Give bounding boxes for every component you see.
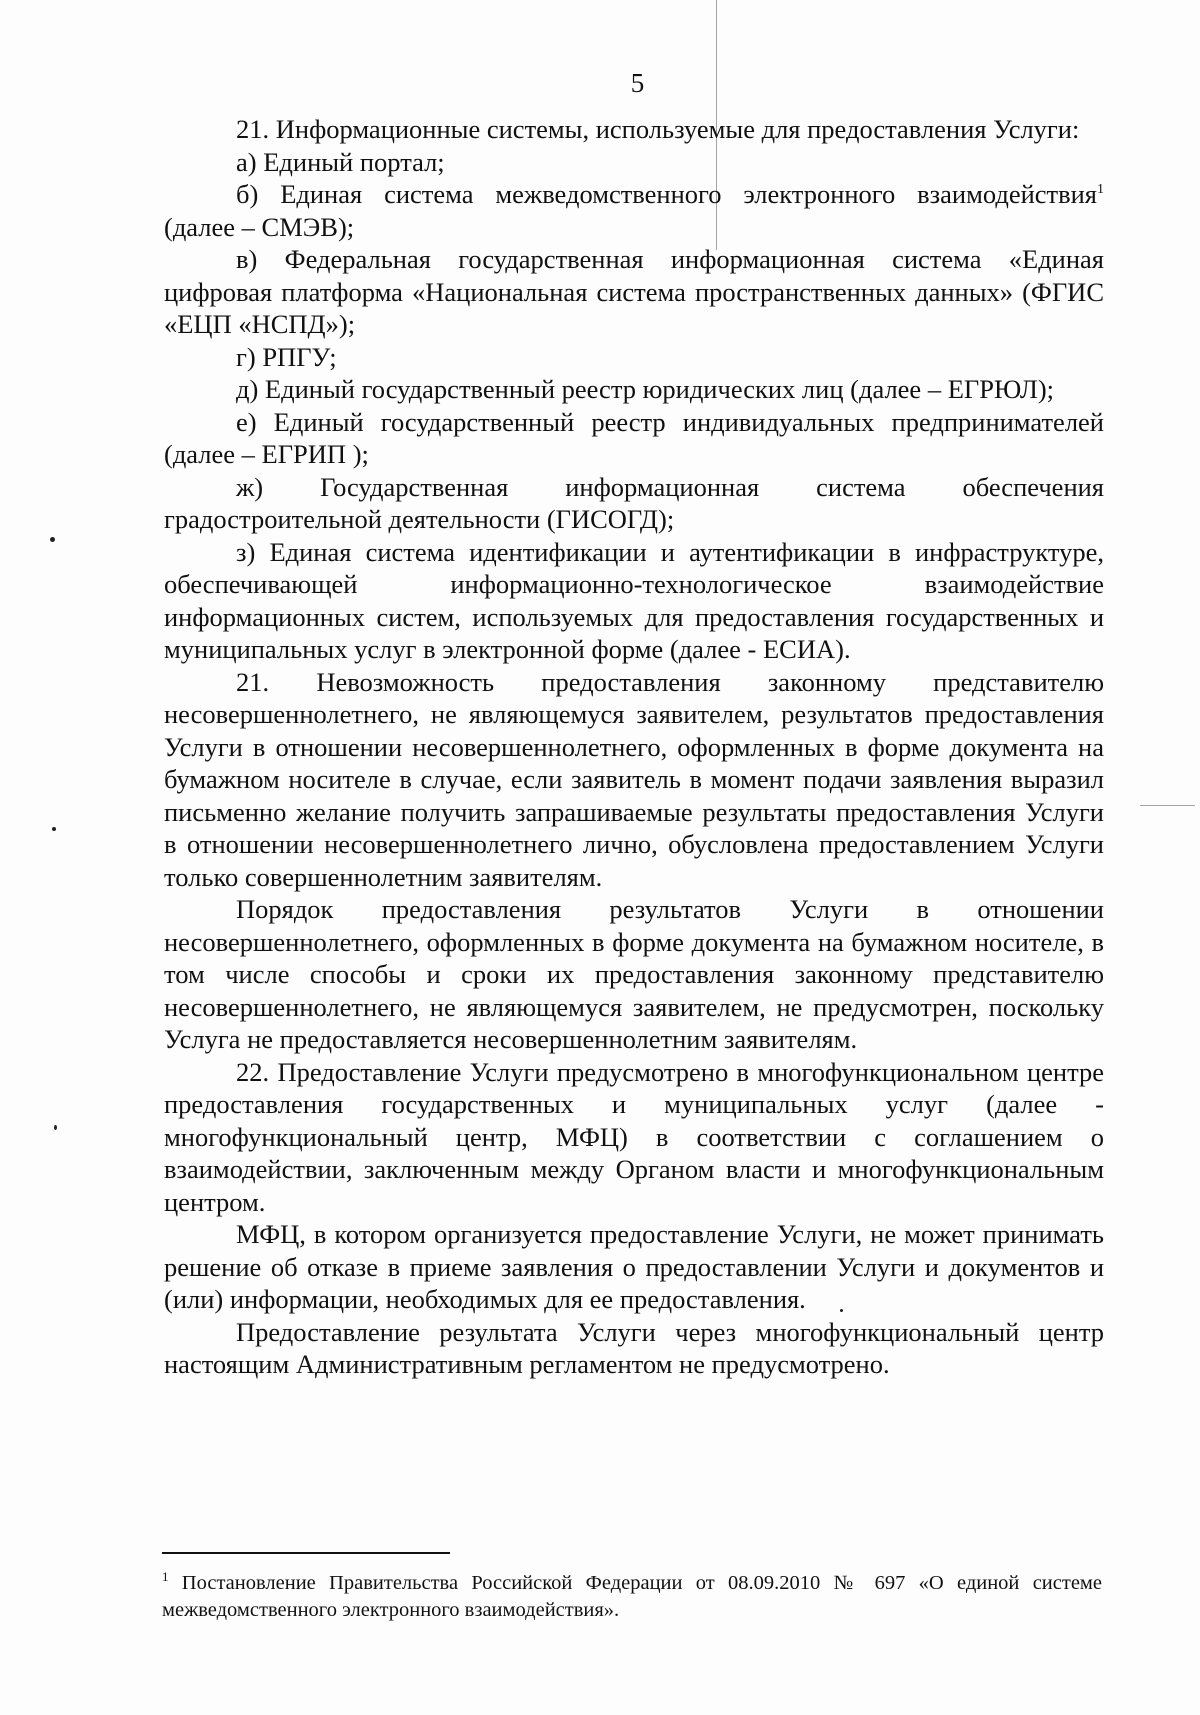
list-item-b [164, 178, 1104, 211]
paragraph-22: 22. Предоставление Услуги предусмотрено в многофункциональном центре предоставления государственных и муниципальных услуг (далее - многофункциональный центр, МФЦ) в соответствии с соглашением о взаимодействии, заключенным между Органом власти и многофункциональным центром. [164, 1056, 1104, 1217]
list-item-v: в) Федеральная государственная информационная система «Единая цифровая платформа «Национальная система пространственных данных» (ФГИС «ЕЦП «НСПД»); [164, 244, 1104, 339]
footnote-mark: 1 [162, 1569, 169, 1585]
list-item-zh: ж) Государственная информационная система обеспечения градостроительной деятельности (ГИСОГД); [164, 471, 1104, 534]
page-number: 5 [630, 68, 645, 98]
footnote-text: Постановление Правительства Российской Федерации от 08.09.2010 № 697 «О единой системе межведомственного электронного взаимодействия». [162, 1572, 1102, 1621]
scan-speck [52, 827, 56, 831]
footnote-separator [162, 1552, 450, 1554]
list-item-b-continued: (далее – СМЭВ); [164, 211, 355, 242]
list-item-b-text: б) Единая система межведомственного электронного взаимодействия [236, 179, 1097, 209]
footnote-reference: 1 [1097, 182, 1104, 198]
footnote [162, 1570, 1102, 1624]
list-item-d: д) Единый государственный реестр юридических лиц (далее – ЕГРЮЛ); [236, 374, 1055, 404]
list-item-g: г) РПГУ; [236, 341, 337, 372]
paragraph-21-minor: 21. Невозможность предоставления законному представителю несовершеннолетнего, не являющемуся заявителем, результатов предоставления Услуги в отношении несовершеннолетнего, оформленных в форме документа на бумажном носителе в случае, если заявитель в момент подачи заявления выразил письменно желание получить запрашиваемые результаты предоставления Услуги в отношении несовершеннолетнего лично, обусловлена предоставлением Услуги только совершеннолетним заявителям. [164, 666, 1104, 892]
paragraph-result: Предоставление результата Услуги через многофункциональный центр настоящим Административным регламентом не предусмотрено. [164, 1316, 1104, 1379]
document-body [164, 113, 1104, 1381]
list-item-e: е) Единый государственный реестр индивидуальных предпринимателей (далее – ЕГРИП ); [164, 406, 1104, 469]
paragraph-procedure: Порядок предоставления результатов Услуги в отношении несовершеннолетнего, оформленных в форме документа на бумажном носителе, в том числе способы и сроки их предоставления законному представителю несовершеннолетнего, не являющемуся заявителем, не предусмотрен, поскольку Услуга не предоставляется несовершеннолетним заявителям. [164, 894, 1104, 1054]
list-item-z: з) Единая система идентификации и аутентификации в инфраструктуре, обеспечивающей информационно-технологическое взаимодействие информационных систем, используемых для предоставления государственных и муниципальных услуг в электронной форме (далее - ЕСИА). [164, 536, 1104, 664]
scan-mark [1140, 805, 1195, 806]
paragraph-mfc: МФЦ, в котором организуется предоставление Услуги, не может принимать решение об отказе в приеме заявления о предоставлении Услуги и документов и (или) информации, необходимых для ее предоставления. [164, 1219, 1104, 1314]
scan-speck [54, 1125, 57, 1130]
list-item-a: а) Единый портал; [236, 146, 445, 177]
scan-speck [50, 537, 55, 542]
paragraph-21-intro: 21. Информационные системы, используемые для предоставления Услуги: [236, 114, 1080, 144]
